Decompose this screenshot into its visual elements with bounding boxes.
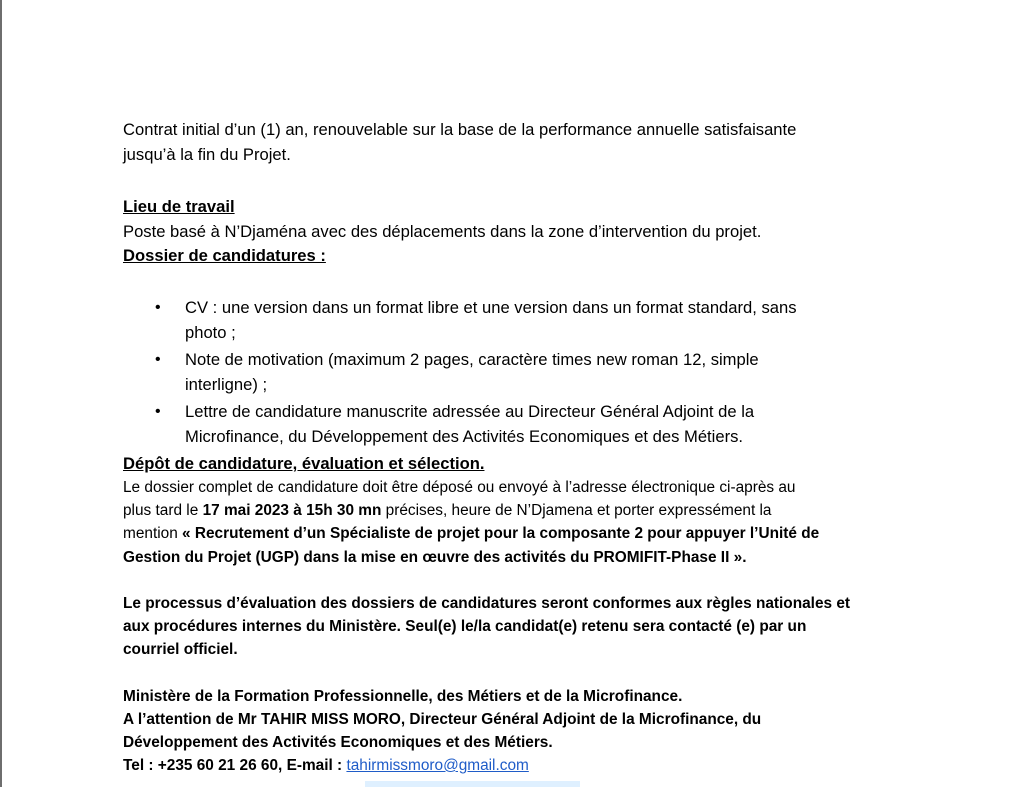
- bullet-icon: •: [155, 351, 161, 368]
- lieu-heading: Lieu de travail: [123, 197, 235, 216]
- processus-line-2: aux procédures internes du Ministère. Seul(e) le/la candidat(e) retenu sera contacté (e) par un: [123, 618, 807, 635]
- intro-line-2: jusqu’à la fin du Projet.: [123, 145, 291, 164]
- bullet-icon: •: [155, 403, 161, 420]
- contact-line-1: Ministère de la Formation Professionnelle, des Métiers et de la Microfinance.: [123, 688, 683, 705]
- next-line-fragment: [365, 781, 580, 787]
- depot-line-2-post: précises, heure de N’Djamena et porter expressément la: [381, 502, 772, 519]
- dossier-item-3-line-1: Lettre de candidature manuscrite adressée au Directeur Général Adjoint de la: [185, 402, 755, 421]
- depot-line-3: [123, 525, 819, 543]
- depot-line-4: Gestion du Projet (UGP) dans la mise en œuvre des activités du PROMIFIT-Phase II ».: [123, 549, 747, 566]
- contact-line-3: Développement des Activités Economiques et des Métiers.: [123, 734, 553, 751]
- contact-tel: Tel : +235 60 21 26 60, E-mail :: [123, 757, 347, 774]
- contact-line-2: A l’attention de Mr TAHIR MISS MORO, Directeur Général Adjoint de la Microfinance, du: [123, 711, 762, 728]
- depot-line-2: [123, 502, 771, 520]
- dossier-item-1-line-2: photo ;: [185, 323, 236, 342]
- processus-line-3: courriel officiel.: [123, 641, 238, 658]
- dossier-item-2-line-1: Note de motivation (maximum 2 pages, caractère times new roman 12, simple: [185, 350, 759, 369]
- dossier-item-2-line-2: interligne) ;: [185, 375, 268, 394]
- depot-line-3-pre: mention: [123, 525, 183, 542]
- dossier-item-1-line-1: CV : une version dans un format libre et une version dans un format standard, sans: [185, 298, 797, 317]
- depot-line-1: Le dossier complet de candidature doit être déposé ou envoyé à l’adresse électronique ci-après au: [123, 479, 796, 496]
- lieu-text: Poste basé à N’Djaména avec des déplacements dans la zone d’intervention du projet.: [123, 222, 762, 241]
- email-link[interactable]: tahirmissmoro@gmail.com: [346, 757, 529, 774]
- dossier-heading: Dossier de candidatures :: [123, 246, 326, 265]
- dossier-item-3-line-2: Microfinance, du Développement des Activités Economiques et des Métiers.: [185, 427, 744, 446]
- processus-line-1: Le processus d’évaluation des dossiers de candidatures seront conformes aux règles nationales et: [123, 595, 851, 612]
- contact-line-4: [123, 757, 529, 775]
- page-left-edge: [0, 0, 2, 787]
- deadline-date: 17 mai 2023 à 15h 30 mn: [202, 502, 382, 519]
- bullet-icon: •: [155, 299, 161, 316]
- depot-heading: Dépôt de candidature, évaluation et sélection.: [123, 454, 485, 473]
- mention-text: « Recrutement d’un Spécialiste de projet pour la composante 2 pour appuyer l’Unité de: [182, 525, 820, 542]
- intro-line-1: Contrat initial d’un (1) an, renouvelable sur la base de la performance annuelle satisfaisante: [123, 120, 797, 139]
- depot-line-2-pre: plus tard le: [123, 502, 203, 519]
